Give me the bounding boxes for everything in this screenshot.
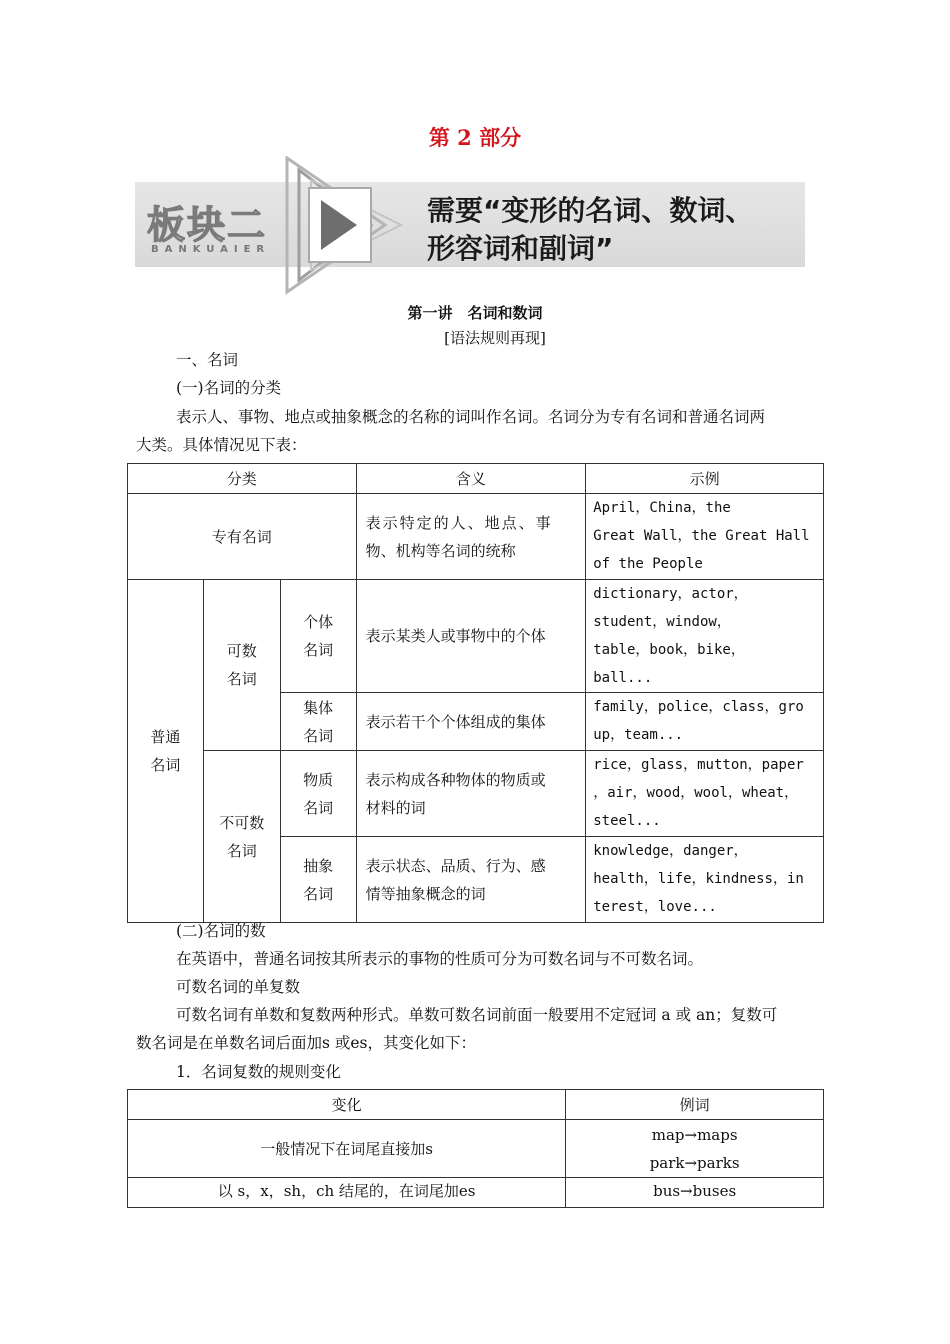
uncountable-noun-label: 不可数 名词 — [203, 751, 280, 923]
banner-label: 板块二 — [147, 203, 268, 247]
table-cell: 表示若干个个体组成的集体 — [356, 693, 586, 751]
table-cell: 一般情况下在词尾直接加s — [128, 1120, 566, 1178]
table-cell: family，police，class，gro up，team... — [586, 693, 824, 751]
paragraph-line: 大类。具体情况见下表： — [136, 436, 307, 454]
paragraph-line: 可数名词有单数和复数两种形式。单数可数名词前面一般要用不定冠词 a 或 an；复数可 — [176, 1006, 778, 1024]
paragraph-line: 表示人、事物、地点或抽象概念的名称的词叫作名词。名词分为专有名词和普通名词两 — [176, 408, 766, 426]
table-header: 例词 — [566, 1090, 824, 1120]
table-cell: rice，glass，mutton，paper ，air，wood，wool，wheat， steel... — [586, 751, 824, 837]
table-cell: 以 s，x，sh，ch 结尾的，在词尾加es — [128, 1178, 566, 1208]
rule-heading: 1．名词复数的规则变化 — [176, 1063, 341, 1081]
banner-heading-line1: 需要“变形的名词、数词、 — [427, 194, 754, 227]
table-header: 变化 — [128, 1090, 566, 1120]
collective-noun-label: 集体 名词 — [280, 693, 356, 751]
individual-noun-label: 个体 名词 — [280, 580, 356, 693]
material-noun-label: 物质 名词 — [280, 751, 356, 837]
common-noun-label: 普通 名词 — [128, 580, 204, 923]
noun-classification-table — [127, 463, 824, 923]
rules-label: [语法规则再现] — [444, 329, 546, 347]
lecture-title: 第一讲 名词和数词 — [407, 304, 543, 322]
banner-heading-line2: 形容词和副词” — [427, 232, 614, 265]
plural-rules-table — [127, 1089, 824, 1208]
section-heading: 一、名词 — [176, 351, 239, 369]
subsection-heading: (一)名词的分类 — [176, 379, 282, 397]
table-cell: 表示状态、品质、行为、感 情等抽象概念的词 — [356, 837, 586, 923]
banner-pinyin: BANKUAIER — [151, 244, 271, 255]
table-cell: 表示某类人或事物中的个体 — [356, 580, 586, 693]
part-title: 第 2 部分 — [428, 125, 522, 150]
table-cell: bus→buses — [566, 1178, 824, 1208]
paragraph-line: 数名词是在单数名词后面加s 或es，其变化如下： — [136, 1034, 477, 1052]
table-header: 含义 — [356, 464, 586, 494]
banner-heading — [427, 192, 753, 268]
abstract-noun-label: 抽象 名词 — [280, 837, 356, 923]
sub-heading: 可数名词的单复数 — [176, 978, 301, 996]
subsection-heading: (二)名词的数 — [176, 922, 266, 940]
section-banner — [135, 156, 805, 294]
table-header: 示例 — [586, 464, 824, 494]
table-cell: map→maps park→parks — [566, 1120, 824, 1178]
paragraph-line: 在英语中，普通名词按其所表示的事物的性质可分为可数名词与不可数名词。 — [176, 950, 704, 968]
table-cell: 表示构成各种物体的物质或 材料的词 — [356, 751, 586, 837]
countable-noun-label: 可数 名词 — [203, 580, 280, 751]
table-header: 分类 — [128, 464, 357, 494]
table-cell: 表示特定的人、地点、事 物、机构等名词的统称 — [356, 494, 586, 580]
play-arrows-icon — [285, 156, 425, 296]
table-cell: dictionary，actor， student，window， table，book，bike， ball... — [586, 580, 824, 693]
proper-noun-label: 专有名词 — [128, 494, 357, 580]
table-cell: knowledge，danger， health，life，kindness，in terest，love... — [586, 837, 824, 923]
table-cell: April，China，the Great Wall，the Great Hall of the People — [586, 494, 824, 580]
